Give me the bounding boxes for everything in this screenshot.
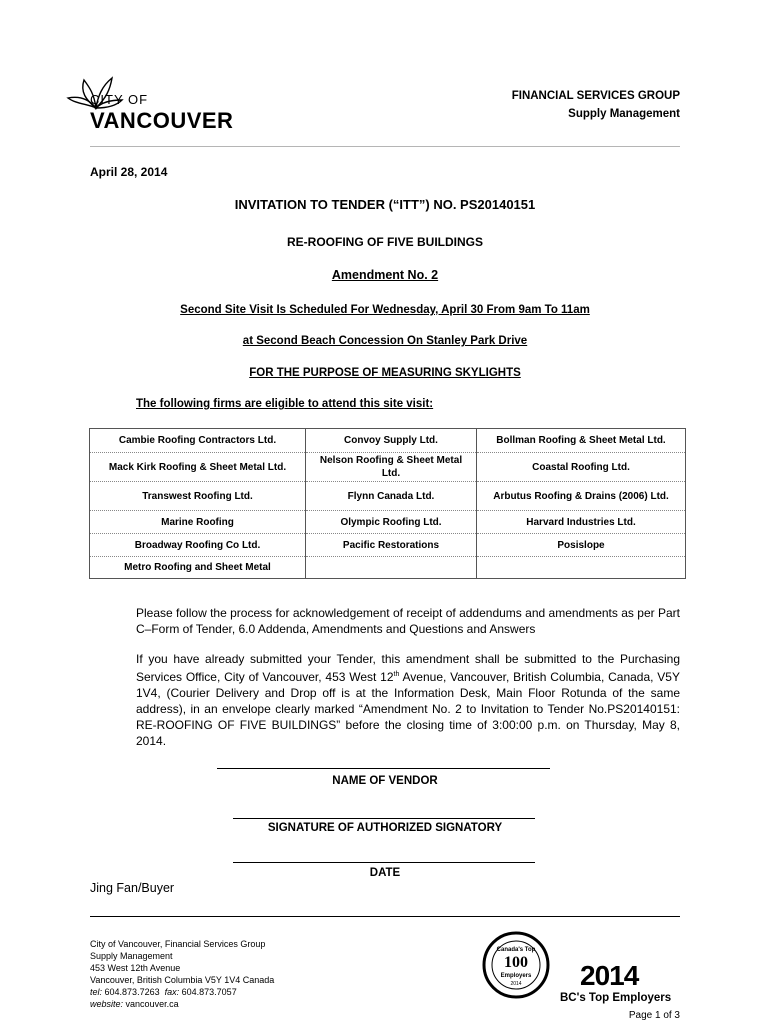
fax-number: 604.873.7057	[181, 987, 237, 997]
footer-line: Vancouver, British Columbia V5Y 1V4 Canada	[90, 975, 275, 985]
table-cell: Coastal Roofing Ltd.	[477, 453, 686, 482]
tel-number: 604.873.7263	[104, 987, 160, 997]
authorized-signatory-label: SIGNATURE OF AUTHORIZED SIGNATORY	[267, 822, 503, 834]
canadas-top-100-badge	[481, 930, 551, 1000]
table-cell: Convoy Supply Ltd.	[306, 429, 477, 453]
footer-line: Supply Management	[90, 951, 173, 961]
badge-top-text: Canada's Top	[496, 947, 536, 953]
submission-text-end: Avenue, Vancouver, British Columbia, Canada, V5Y 1V4, (Courier Delivery and Drop off is at the Information Desk, Main Floor Rotunda of the same address), in an envelope clearly marked “Amendment No. 2 to Invitation to Tender No.PS20140151: RE-ROOFING OF FIVE BUILDINGS” before the closing time of 3:00:00 p.m. on Thursday, May 8, 2014.	[136, 670, 680, 748]
vendor-name-label: NAME OF VENDOR	[332, 775, 438, 787]
table-cell: Broadway Roofing Co Ltd.	[90, 534, 306, 557]
amendment-number: Amendment No. 2	[331, 268, 439, 282]
authorized-signature-line	[233, 818, 535, 819]
footer-address	[90, 938, 274, 1010]
superscript-th: th	[393, 671, 400, 678]
buyer-name: Jing Fan/Buyer	[90, 881, 175, 895]
logo-vancouver-text: VANCOUVER	[90, 108, 234, 133]
acknowledgement-paragraph: Please follow the process for acknowledgement of receipt of addendums and amendments as per Part C–Form of Tender, 6.0 Addenda, Amendments and Questions and Answers	[136, 606, 680, 636]
table-row	[90, 429, 686, 453]
table-cell: Cambie Roofing Contractors Ltd.	[90, 429, 306, 453]
page-number: Page 1 of 3	[628, 1010, 680, 1021]
site-visit-purpose: FOR THE PURPOSE OF MEASURING SKYLIGHTS	[249, 367, 521, 379]
table-cell: Posislope	[477, 534, 686, 557]
submission-text-start: If you have already submitted your Tender, this amendment shall be submitted to the Purchasing Services Office, City of Vancouver, 453 West 12	[136, 652, 680, 684]
table-cell: Bollman Roofing & Sheet Metal Ltd.	[477, 429, 686, 453]
footer-web-line	[90, 998, 274, 1010]
bc-top-employers-award	[560, 960, 690, 1008]
fax-label: fax:	[164, 987, 180, 997]
table-row	[90, 511, 686, 534]
tel-label: tel:	[90, 987, 103, 997]
header-divider	[90, 146, 680, 147]
badge-100-text: 100	[504, 954, 528, 971]
site-visit-location: at Second Beach Concession On Stanley Park Drive	[242, 335, 528, 347]
table-cell: Harvard Industries Ltd.	[477, 511, 686, 534]
document-subtitle: RE-ROOFING OF FIVE BUILDINGS	[286, 235, 483, 249]
footer-line: City of Vancouver, Financial Services Group	[90, 939, 266, 949]
table-row	[90, 453, 686, 482]
website-url[interactable]: vancouver.ca	[125, 999, 179, 1009]
award-text: BC's Top Employers	[560, 992, 672, 1004]
badge-year-text: 2014	[510, 981, 522, 987]
badge-employers-text: Employers	[500, 973, 532, 979]
submission-paragraph	[136, 651, 680, 749]
letter-date: April 28, 2014	[90, 165, 168, 179]
site-visit-schedule: Second Site Visit Is Scheduled For Wednesday, April 30 From 9am To 11am	[180, 304, 590, 316]
table-cell: Pacific Restorations	[306, 534, 477, 557]
date-signature-line	[233, 862, 535, 863]
date-label: DATE	[369, 867, 401, 879]
supply-management: Supply Management	[568, 108, 680, 120]
table-cell: Nelson Roofing & Sheet Metal Ltd.	[306, 453, 477, 482]
table-row	[90, 482, 686, 511]
eligible-firms-table	[89, 428, 686, 579]
website-label: website:	[90, 999, 124, 1009]
header-department	[512, 87, 680, 123]
table-cell: Arbutus Roofing & Drains (2006) Ltd.	[477, 482, 686, 511]
table-cell: Olympic Roofing Ltd.	[306, 511, 477, 534]
logo-city-text: CITY OF	[90, 92, 149, 107]
table-cell: Mack Kirk Roofing & Sheet Metal Ltd.	[90, 453, 306, 482]
table-cell	[306, 557, 477, 579]
city-of-vancouver-logo	[66, 70, 251, 132]
eligible-firms-heading: The following firms are eligible to attend this site visit:	[136, 398, 434, 410]
award-year: 2014	[580, 960, 639, 991]
table-row	[90, 534, 686, 557]
table-cell: Transwest Roofing Ltd.	[90, 482, 306, 511]
footer-divider	[90, 916, 680, 917]
table-cell: Marine Roofing	[90, 511, 306, 534]
vendor-signature-line	[217, 768, 550, 769]
footer-line: 453 West 12th Avenue	[90, 963, 181, 973]
financial-services-group: FINANCIAL SERVICES GROUP	[511, 90, 680, 102]
table-cell	[477, 557, 686, 579]
table-cell: Flynn Canada Ltd.	[306, 482, 477, 511]
table-cell: Metro Roofing and Sheet Metal	[90, 557, 306, 579]
footer-phone-line	[90, 986, 274, 998]
table-row	[90, 557, 686, 579]
document-title: INVITATION TO TENDER (“ITT”) NO. PS20140151	[234, 197, 536, 212]
